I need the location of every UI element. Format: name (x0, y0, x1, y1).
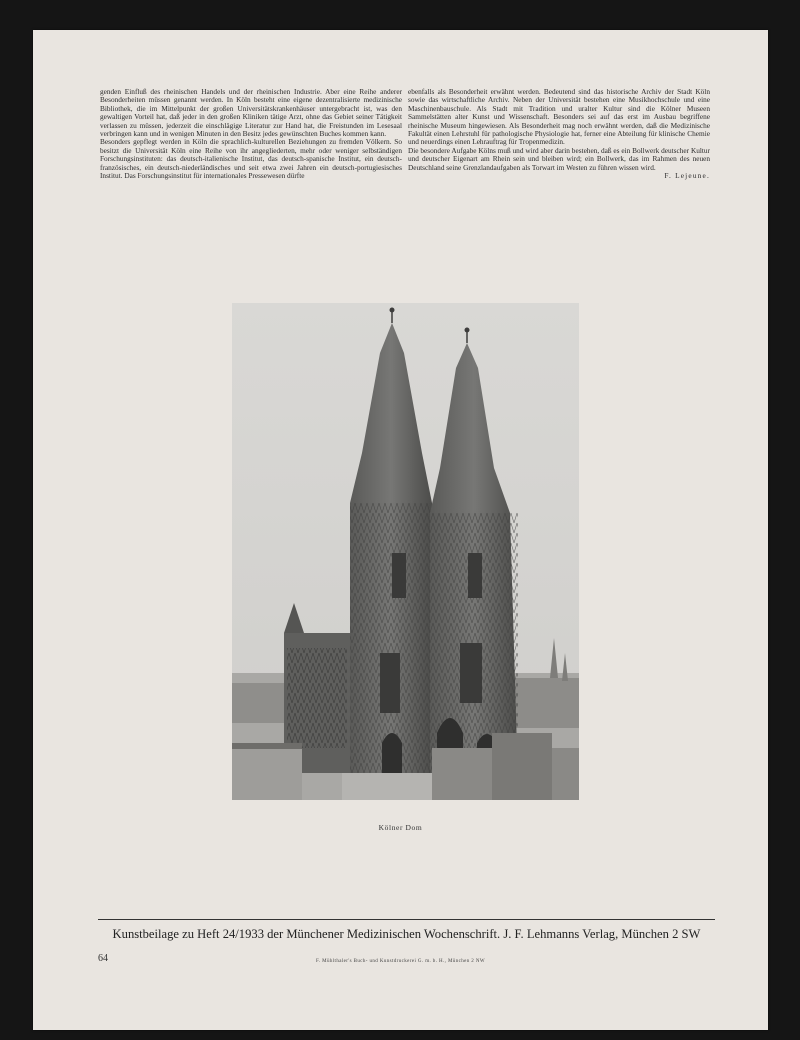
publication-line: Kunstbeilage zu Heft 24/1933 der Münchener Medizinischen Wochenschrift. J. F. Lehmanns Verlag, München 2 SW (112, 927, 701, 941)
text-column-right (408, 88, 710, 180)
divider (98, 919, 715, 920)
page-sheet (33, 30, 768, 1030)
text-column-left (100, 88, 402, 180)
photo-caption: Kölner Dom (378, 823, 423, 832)
paragraph: Die besondere Aufgabe Kölns muß und wird aber darin bestehen, daß es ein Bollwerk deutscher Kultur und deutscher Eigenart am Rhein sein und bleiben wird; ein Bollwerk, das im Rahmen des neuen Deutschland seine Grenzlandaufgaben als Torwart im Westen zu führen wissen wird. (408, 145, 710, 172)
author-signature: F. Lejeune. (664, 170, 710, 180)
cathedral-photo (232, 303, 579, 800)
page-number: 64 (98, 953, 108, 964)
printer-imprint: F. Mühlthaler's Buch- und Kunstdruckerei G. m. b. H., München 2 NW (316, 959, 485, 964)
paragraph: ebenfalls als Besonderheit erwähnt werden. Bedeutend sind das historische Archiv der Stadt Köln sowie das wirtschaftliche Archiv. Neben der Universität bestehen eine Musikhochschule und eine Maschinenbauschule. Als Stadt mit Tradition und uralter Kultur sind die Kölner Museen Sammelstätten alter Kunst und Wissenschaft. Besonders sei auf das erst im Ausbau begriffene rheinische Museum hingewiesen. Als Besonderheit mag noch erwähnt werden, daß die Medizinische Fakultät einen Lehrstuhl für pathologische Physiologie hat, ferner eine Abteilung für klinische Chemie und neuerdings einen Lehrauftrag für Tropenmedizin. (408, 87, 710, 147)
paragraph: genden Einfluß des rheinischen Handels und der rheinischen Industrie. Aber eine Reihe anderer Besonderheiten müssen genannt werden. In Köln besteht eine eigene dezentralisierte medizinische Bibliothek, die im Mittelpunkt der großen Universitätskrankenhäuser untergebracht ist, was den gewaltigen Vorteil hat, daß jeder in den großen Kliniken tätige Arzt, ohne das Gebiet seiner Tätigkeit verlassen zu müssen, jederzeit die einschlägige Literatur zur Hand hat, die Freistunden im Lesesaal verbringen kann und in wenigen Minuten in den Besitz jedes gewünschten Buches kommen kann. (100, 87, 402, 138)
paragraph: Besonders gepflegt werden in Köln die sprachlich-kulturellen Beziehungen zu fremden Völkern. So besitzt die Universität Köln eine Reihe von ihr angegliederten, mehr oder weniger selbständigen Forschungsinstituten: das deutsch-italienische Institut, das deutsch-spanische Institut, ein deutsch-französisches, ein deutsch-niederländisches und seit etwa zwei Jahren ein deutsch-portugiesisches Institut. Das Forschungsinstitut für internationales Pressewesen dürfte (100, 137, 402, 180)
